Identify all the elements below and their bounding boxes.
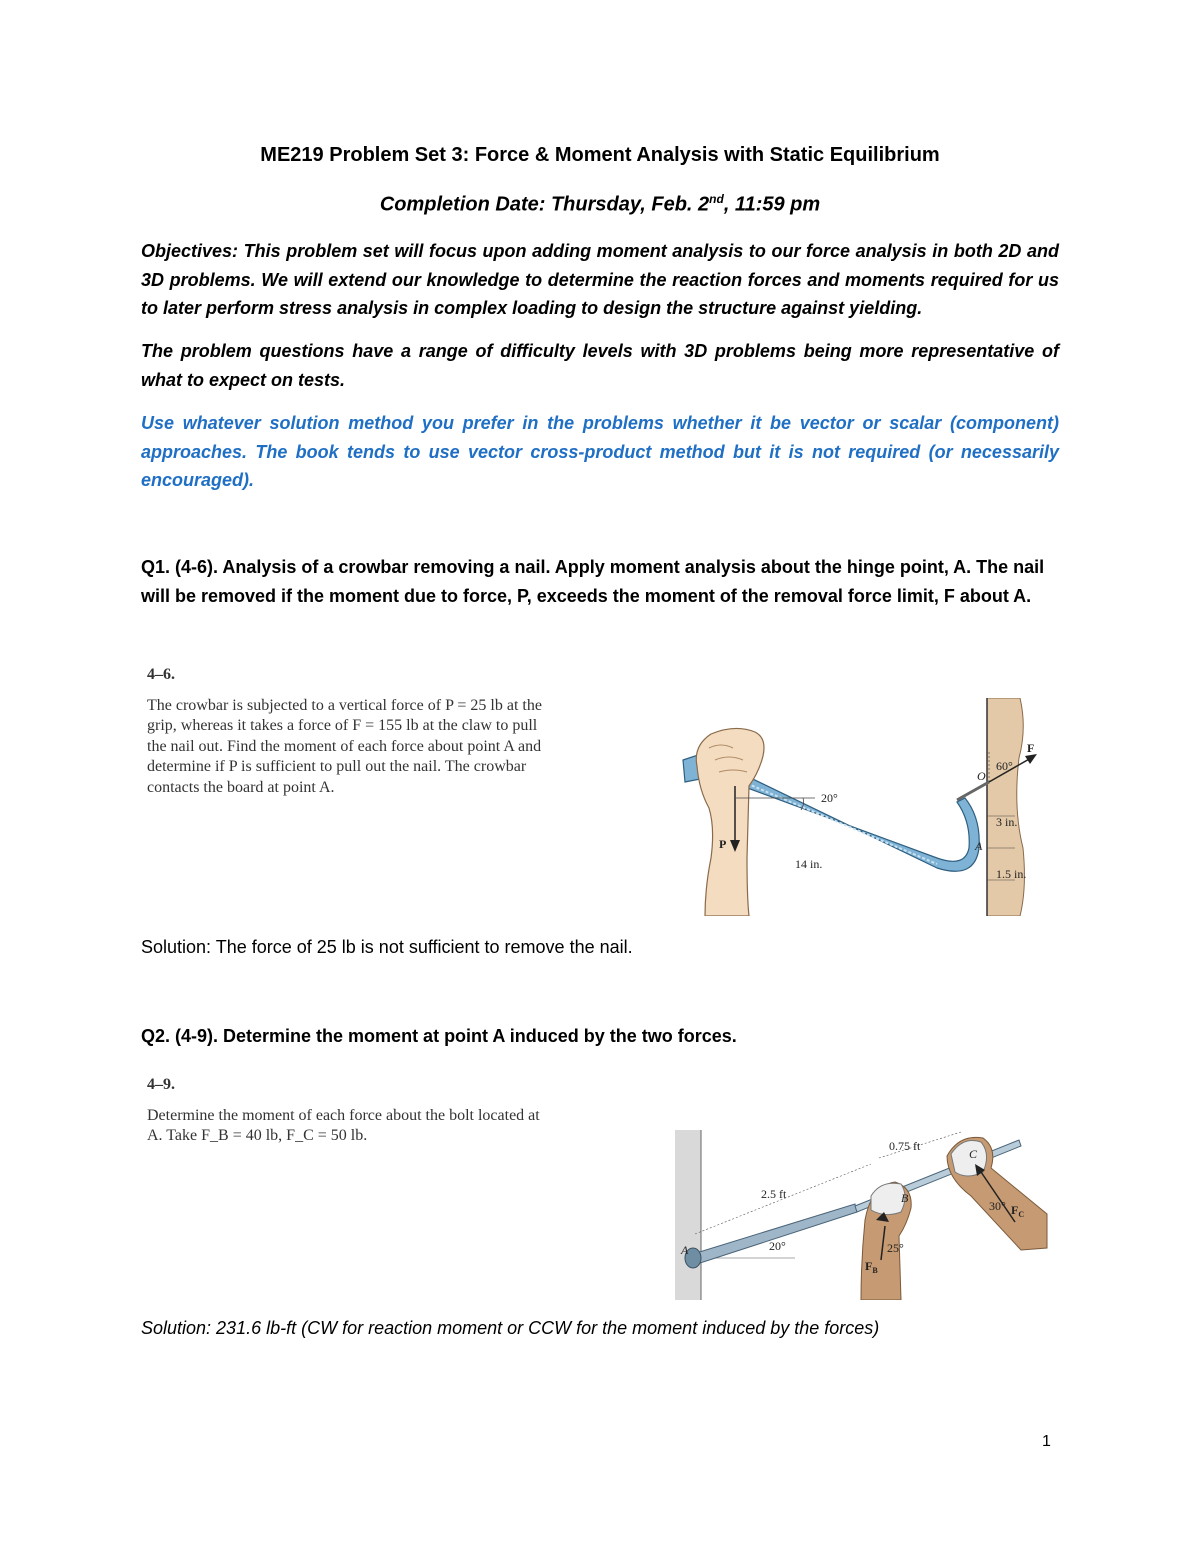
label-0-75ft: 0.75 ft <box>889 1139 921 1153</box>
rod-thick <box>693 1204 857 1264</box>
label-2-5ft: 2.5 ft <box>761 1187 787 1201</box>
label-A: A <box>681 1243 689 1257</box>
q2-book-text: Determine the moment of each force about the bolt located at A. Take F_B = 40 lb, F_C = 50 lb. <box>147 1106 540 1144</box>
nail <box>957 782 989 800</box>
force-F-arrowhead <box>1025 754 1037 764</box>
objectives-paragraph: Objectives: This problem set will focus upon adding moment analysis to our force analysis in both 2D and 3D problems. We will extend our knowledge to determine the reaction forces and moments required for us to later perform stress analysis in complex loading to design the structure against yielding. <box>141 241 1059 318</box>
difficulty-paragraph: The problem questions have a range of difficulty levels with 3D problems being more representative of what to expect on tests. <box>141 341 1059 390</box>
label-3in: 3 in. <box>996 815 1018 829</box>
q1-prompt: Q1. (4-6). Analysis of a crowbar removing a nail. Apply moment analysis about the hinge point, A. The nail will be removed if the moment due to force, P, exceeds the moment of the removal force limit, F about A. <box>141 557 1045 606</box>
due-sup: nd <box>709 192 724 206</box>
q1-book-number: 4–6. <box>147 666 175 683</box>
label-14in: 14 in. <box>795 857 823 871</box>
label-angle-25: 25° <box>887 1241 904 1255</box>
q2-solution: Solution: 231.6 lb-ft (CW for reaction moment or CCW for the moment induced by the forces) <box>141 1318 880 1338</box>
label-C: C <box>969 1147 978 1161</box>
q1-crowbar-figure <box>675 698 1055 916</box>
label-angle-60: 60° <box>996 759 1013 773</box>
label-A: A <box>975 839 983 853</box>
q1-solution: Solution: The force of 25 lb is not sufficient to remove the nail. <box>141 937 633 957</box>
due-suffix: , 11:59 pm <box>723 193 821 216</box>
label-O: O <box>977 769 986 783</box>
due-prefix: Completion Date: Thursday, Feb. 2 <box>379 193 710 216</box>
label-angle-20: 20° <box>769 1239 786 1253</box>
label-angle-20: 20° <box>821 791 838 805</box>
label-P: P <box>719 837 727 851</box>
page-title: ME219 Problem Set 3: Force & Moment Analysis with Static Equilibrium <box>260 144 940 166</box>
q2-wrench-figure <box>675 1130 1055 1300</box>
label-angle-30: 30° <box>989 1199 1006 1213</box>
q1-book-excerpt <box>147 665 557 798</box>
wall <box>675 1130 701 1300</box>
label-1-5in: 1.5 in. <box>996 867 1027 881</box>
label-B: B <box>901 1191 909 1205</box>
q2-book-excerpt <box>147 1075 557 1147</box>
label-F: F <box>1027 741 1035 755</box>
q2-prompt: Q2. (4-9). Determine the moment at point A induced by the two forces. <box>141 1026 737 1046</box>
method-note-paragraph: Use whatever solution method you prefer in the problems whether it be vector or scalar (component) approaches. The book tends to use vector cross-product method but it is not required (or necessarily encouraged). <box>141 413 1059 490</box>
wood-board <box>987 698 1027 916</box>
glove-B <box>871 1183 905 1214</box>
q1-book-text: The crowbar is subjected to a vertical force of P = 25 lb at the grip, whereas it takes a force of F = 155 lb at the claw to pull the nail out. Find the moment of each force about point A and determine if P is sufficient to pull out the nail. The crowbar contacts the board at point A. <box>147 696 542 796</box>
label-FC: $F_C$ <box>1011 1203 1025 1219</box>
q2-book-number: 4–9. <box>147 1076 175 1093</box>
completion-date <box>0 192 1200 217</box>
page-number: 1 <box>1042 1433 1051 1450</box>
label-FB: $F_B$ <box>865 1259 878 1275</box>
